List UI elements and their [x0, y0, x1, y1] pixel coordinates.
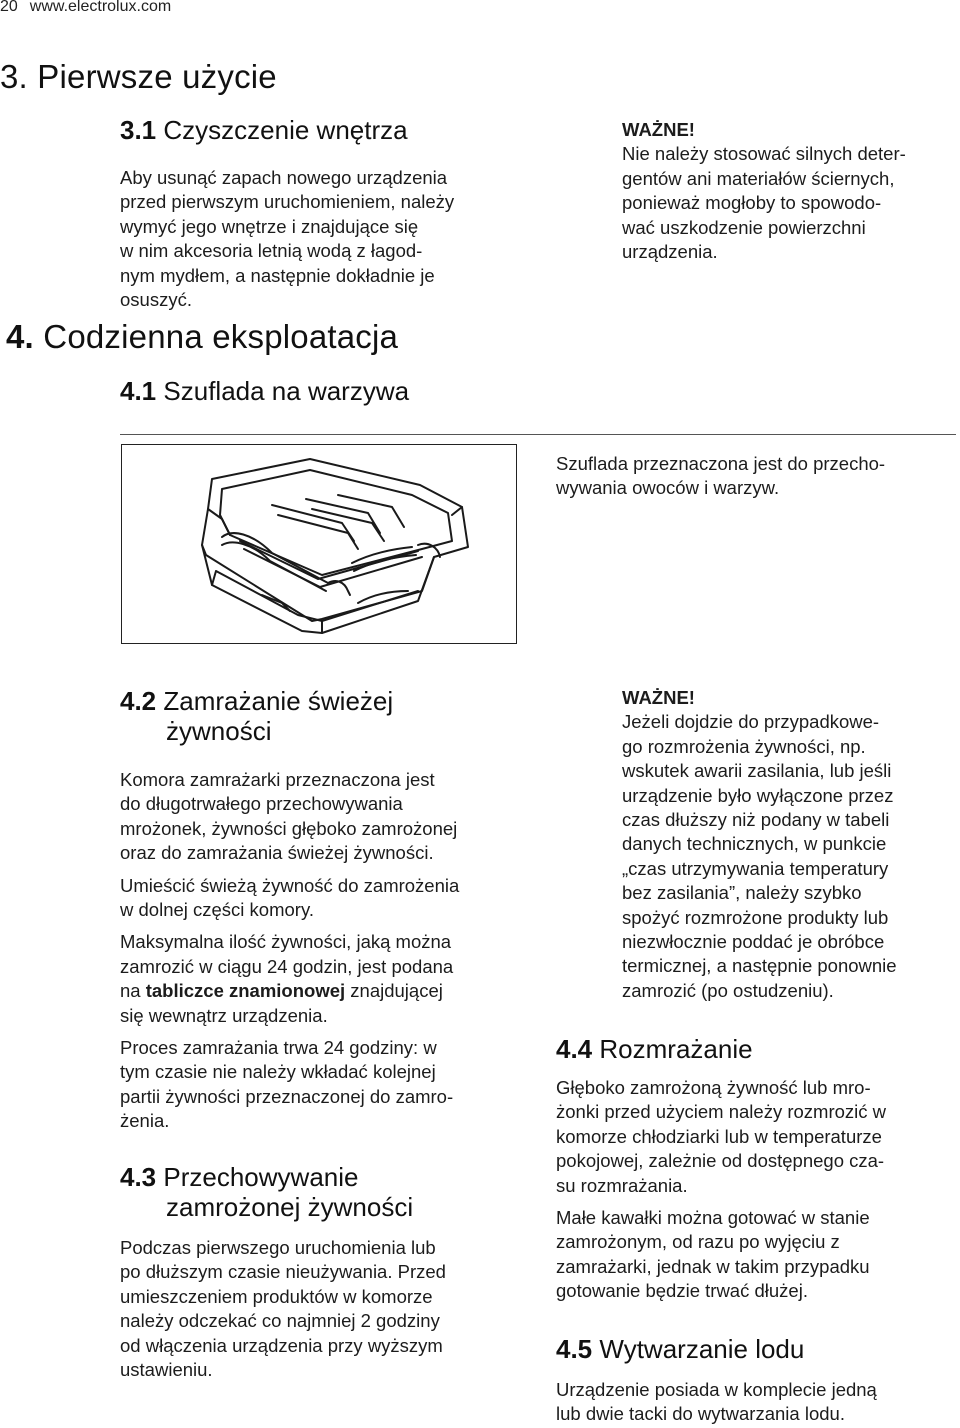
paragraph: [120, 1036, 540, 1134]
text-line: bez zasilania”, należy szybko: [622, 882, 862, 904]
text-line: wać uszkodzenie powierzchni: [622, 216, 866, 238]
section-3-title: 3. Pierwsze użycie: [0, 58, 277, 95]
text-line: żenia.: [120, 1110, 170, 1132]
section-3-1-text: [120, 166, 520, 312]
text-line: pokojowej, zależnie od dostępnego cza-: [556, 1150, 885, 1172]
text-line: od włączenia urządzenia przy wyższym: [120, 1334, 443, 1356]
page-number: 20: [0, 0, 18, 15]
text-line: Komora zamrażarki przeznaczona jest: [120, 769, 435, 790]
text-line: Szuflada przeznaczona jest do przecho-: [556, 453, 886, 474]
warning-box-thawing: [622, 686, 960, 1003]
section-title-line2: zamrożonej żywności: [166, 1192, 414, 1222]
section-4-2-text: [120, 768, 540, 1142]
section-4-3-heading: [120, 1162, 413, 1222]
section-4-1-heading: [120, 376, 409, 406]
warning-title: WAŻNE!: [622, 687, 695, 708]
section-4-5-heading: [556, 1334, 804, 1364]
text-line: zamrażarki, jednak w takim przypadku: [556, 1255, 870, 1277]
text-line: Urządzenie posiada w komplecie jedną: [556, 1379, 877, 1400]
section-title-line1: Zamrażanie świeżej: [163, 686, 394, 716]
text-line: należy odczekać co najmniej 2 godziny: [120, 1310, 440, 1332]
text-line: Jeżeli dojdzie do przypadkowe-: [622, 711, 880, 733]
text-line: partii żywności przeznaczonej do zamro-: [120, 1085, 454, 1107]
paragraph: [120, 930, 540, 1028]
section-number: 4.3: [120, 1162, 157, 1192]
section-4-4-heading: [556, 1034, 753, 1064]
text-line: Aby usunąć zapach nowego urządzenia: [120, 167, 448, 188]
section-title: Szuflada na warzywa: [163, 376, 410, 406]
paragraph: [556, 1206, 960, 1304]
text-line: termicznej, a następnie ponownie: [622, 955, 897, 977]
text-line: do długotrwałego przechowywania: [120, 793, 403, 815]
text-line: urządzenia.: [622, 241, 718, 263]
text-line: się wewnątrz urządzenia.: [120, 1004, 328, 1026]
text-line: oraz do zamrażania świeżej żywności.: [120, 842, 434, 864]
vegetable-drawer-figure: [121, 444, 517, 644]
section-3-1-heading: [120, 115, 408, 145]
section-number: 3.1: [120, 115, 157, 145]
text-fragment: znajdującej: [345, 980, 443, 1002]
text-line: Proces zamrażania trwa 24 godziny: w: [120, 1037, 437, 1059]
text-line: czas dłuższy niż podany w tabeli: [622, 809, 890, 831]
text-line: Nie należy stosować silnych deter-: [622, 143, 906, 165]
text-line: ustawieniu.: [120, 1359, 213, 1381]
section-number: 4.5: [556, 1334, 593, 1364]
text-line: komorze chłodziarki lub w temperaturze: [556, 1125, 882, 1147]
text-fragment: na: [120, 980, 146, 1002]
text-line: nym mydłem, a następnie dokładnie je: [120, 264, 435, 286]
warning-title: WAŻNE!: [622, 119, 695, 140]
section-4-5-text: [556, 1378, 960, 1427]
text-line: niezwłocznie poddać je obróbce: [622, 931, 885, 953]
section-title: Czyszczenie wnętrza: [163, 115, 408, 145]
text-line: urządzenie było wyłączone przez: [622, 784, 894, 806]
text-line: żonki przed użyciem należy rozmrozić w: [556, 1101, 887, 1123]
section-4-2-heading: [120, 686, 393, 746]
section-number: 4.: [6, 318, 34, 355]
text-line: lub dwie tacki do wytwarzania lodu.: [556, 1403, 845, 1425]
text-line: osuszyć.: [120, 289, 192, 311]
section-4-1-text: [556, 452, 956, 501]
text-line: umieszczeniem produktów w komorze: [120, 1285, 433, 1307]
text-line: zamrozić w ciągu 24 godzin, jest podana: [120, 955, 454, 977]
text-line: tym czasie nie należy wkładać kolejnej: [120, 1061, 436, 1083]
section-number: 4.4: [556, 1034, 593, 1064]
text-line: Podczas pierwszego uruchomienia lub: [120, 1237, 436, 1258]
text-line: przed pierwszym uruchomieniem, należy: [120, 191, 455, 213]
text-line: mrożonek, żywności głęboko zamrożonej: [120, 817, 458, 839]
text-line: gotowanie będzie trwać dłużej.: [556, 1280, 808, 1302]
text-line: Umieścić świeżą żywność do zamrożenia: [120, 874, 460, 896]
text-line: po dłuższym czasie nieużywania. Przed: [120, 1261, 446, 1283]
site-url[interactable]: www.electrolux.com: [29, 0, 172, 15]
paragraph: [556, 1076, 960, 1198]
text-line: go rozmrożenia żywności, np.: [622, 735, 866, 757]
text-line: zamrozić (po ostudzeniu).: [622, 979, 834, 1001]
section-4-title: [6, 318, 398, 356]
text-line: gentów ani materiałów ściernych,: [622, 167, 895, 189]
text-line: wskutek awarii zasilania, lub jeśli: [622, 760, 892, 782]
text-line: danych technicznych, w punkcie: [622, 833, 887, 855]
text-line: wywania owoców i warzyw.: [556, 477, 780, 499]
text-line: [120, 979, 540, 1003]
section-title: Codzienna eksploatacja: [43, 318, 399, 355]
text-line: Głęboko zamrożoną żywność lub mro-: [556, 1077, 871, 1098]
divider: [120, 434, 956, 435]
paragraph: [120, 768, 540, 866]
vegetable-drawer-icon: [122, 445, 515, 642]
text-line: ponieważ mogłoby to spowodo-: [622, 192, 882, 214]
section-title-line2: żywności: [166, 716, 272, 746]
section-title-line1: Przechowywanie: [163, 1162, 359, 1192]
section-title: Rozmrażanie: [599, 1034, 753, 1064]
text-line: „czas utrzymywania temperatury: [622, 857, 889, 879]
paragraph: [120, 874, 540, 923]
rating-plate-term: tabliczce znamionowej: [145, 980, 346, 1002]
section-number: 4.1: [120, 376, 157, 406]
text-line: Małe kawałki można gotować w stanie: [556, 1207, 870, 1229]
text-line: su rozmrażania.: [556, 1174, 688, 1196]
section-4-3-text: [120, 1236, 540, 1382]
text-line: spożyć rozmrożone produkty lub: [622, 906, 889, 928]
text-line: w nim akcesoria letnią wodą z łagod-: [120, 240, 423, 262]
section-number: 4.2: [120, 686, 157, 716]
text-line: Maksymalna ilość żywności, jaką można: [120, 931, 452, 953]
text-line: w dolnej części komory.: [120, 899, 314, 921]
text-line: wymyć jego wnętrze i znajdujące się: [120, 215, 419, 237]
text-line: zamrożonym, od razu po wyjęciu z: [556, 1231, 840, 1253]
page-header: [0, 0, 171, 16]
section-title: Wytwarzanie lodu: [599, 1334, 805, 1364]
section-4-4-text: [556, 1076, 960, 1312]
warning-box-cleaning: [622, 118, 960, 264]
